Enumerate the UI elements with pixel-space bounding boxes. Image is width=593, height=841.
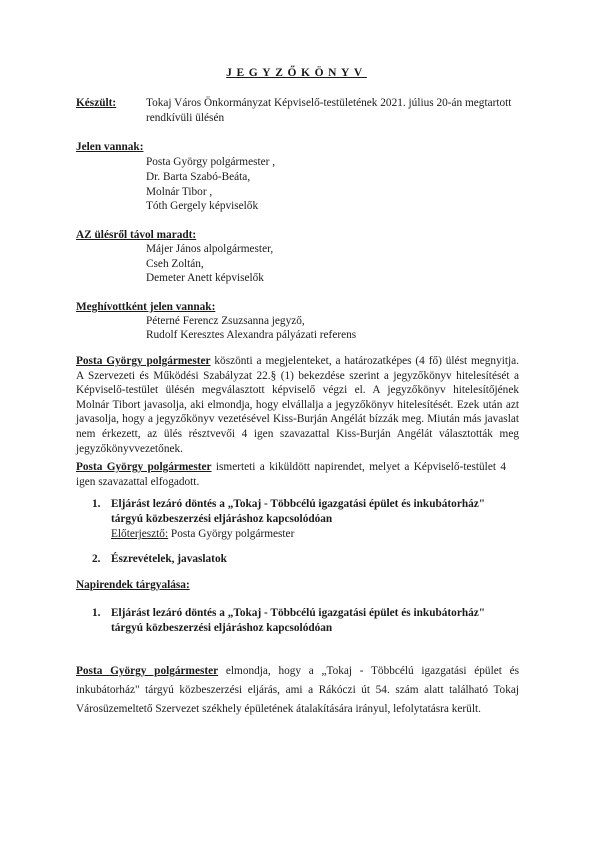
speaker-name: Posta György polgármester: [76, 461, 212, 473]
agenda-item-title: tárgyú közbeszerzési eljáráshoz kapcsolódóan: [111, 513, 333, 525]
opening-paragraph: [76, 354, 519, 456]
agenda-item-number: 2.: [92, 553, 101, 565]
agenda-item-title: Eljárást lezáró döntés a „Tokaj - Többcélú igazgatási épület és inkubátorház": [111, 498, 486, 510]
keszult-label: Készült:: [76, 97, 117, 109]
paragraph-line: igen szavazattal elfogadott.: [76, 475, 200, 488]
paragraph-line: A Szervezeti és Működési Szabályzat 22.§ (1) bekezdése szerint a jegyzőkönyv hitelesítését a: [76, 369, 519, 382]
paragraph-line: Képviselő-testület ülésén megválasztott képviselő végzi el. A jegyzőkönyv hitelesítőjének: [76, 384, 519, 397]
paragraph-line: Posta György polgármester ismerteti a kiküldött napirendet, melyet a Képviselő-testület 4: [76, 461, 506, 473]
speaker-name: Posta György polgármester: [76, 665, 219, 677]
discussion-paragraph: [76, 662, 519, 719]
discussion-item-number: 1.: [92, 607, 101, 619]
meghivott-name: Rudolf Keresztes Alexandra pályázati referens: [146, 329, 357, 341]
jelen-vannak-label: Jelen vannak:: [76, 141, 144, 153]
tavol-name: Májer János alpolgármester,: [146, 243, 274, 255]
tavol-label: AZ ülésről távol maradt:: [76, 229, 197, 241]
meghivott-label: Meghívottként jelen vannak:: [76, 301, 216, 313]
keszult-line-2: rendkívüli ülésén: [146, 112, 225, 124]
paragraph-line: Városüzemeltető Szervezet székhely épületének átalakítására irányul, lefolytatásra került.: [76, 703, 481, 715]
tavol-name: Cseh Zoltán,: [146, 258, 204, 270]
tavol-name: Demeter Anett képviselők: [146, 272, 264, 284]
presenter-label: Előterjesztő:: [111, 528, 169, 540]
jelen-name: Tóth Gergely képviselők: [146, 200, 259, 212]
paragraph-line: jegyzőkönyvvezetőnek.: [76, 442, 183, 455]
agenda-item-number: 1.: [92, 498, 101, 510]
jelen-name: Posta György polgármester ,: [146, 156, 276, 168]
meghivott-name: Péterné Ferencz Zsuzsanna jegyző,: [146, 315, 305, 327]
paragraph-line: Posta György polgármester köszönti a megjelenteket, a határozatképes (4 fő) ülést megnyitja.: [76, 355, 519, 367]
speaker-name: Posta György polgármester: [76, 355, 211, 367]
jelen-name: Molnár Tibor ,: [146, 186, 213, 198]
agenda-item-presenter: [111, 527, 294, 542]
discussion-item-title: tárgyú közbeszerzési eljáráshoz kapcsolódóan: [111, 622, 333, 634]
agenda-intro-paragraph: [76, 460, 506, 489]
keszult-line-1: Tokaj Város Önkormányzat Képviselő-testületének 2021. július 20-án megtartott: [146, 97, 512, 109]
agenda-item-title: Észrevételek, javaslatok: [111, 553, 227, 565]
paragraph-line: inkubátorház" tárgyú közbeszerzési eljárás, ami a Rákóczi út 54. szám alatt található Tokaj: [76, 684, 519, 696]
jelen-name: Dr. Barta Szabó-Beáta,: [146, 171, 251, 183]
paragraph-line: javasolja, hogy a jegyzőkönyv vezetésével Kiss-Burján Angélát bízzák meg. Miután más javaslat: [76, 413, 519, 426]
document-title: JEGYZŐKÖNYV: [226, 67, 367, 79]
paragraph-line: Molnár Tibort javasolja, aki elmondja, hogy elvállalja a jegyzőkönyv hitelesítését. Ezek után azt: [76, 398, 519, 411]
paragraph-line: Posta György polgármester elmondja, hogy a „Tokaj - Többcélú igazgatási épület és: [76, 665, 519, 677]
discussion-item-title: Eljárást lezáró döntés a „Tokaj - Többcélú igazgatási épület és inkubátorház": [111, 607, 486, 619]
presenter-name: Posta György polgármester: [168, 528, 295, 540]
paragraph-line: nem érkezett, az ülés résztvevői 4 igen szavazattal Kiss-Burján Angélát választották meg: [76, 427, 519, 440]
napirendek-label: Napirendek tárgyalása:: [76, 579, 190, 591]
